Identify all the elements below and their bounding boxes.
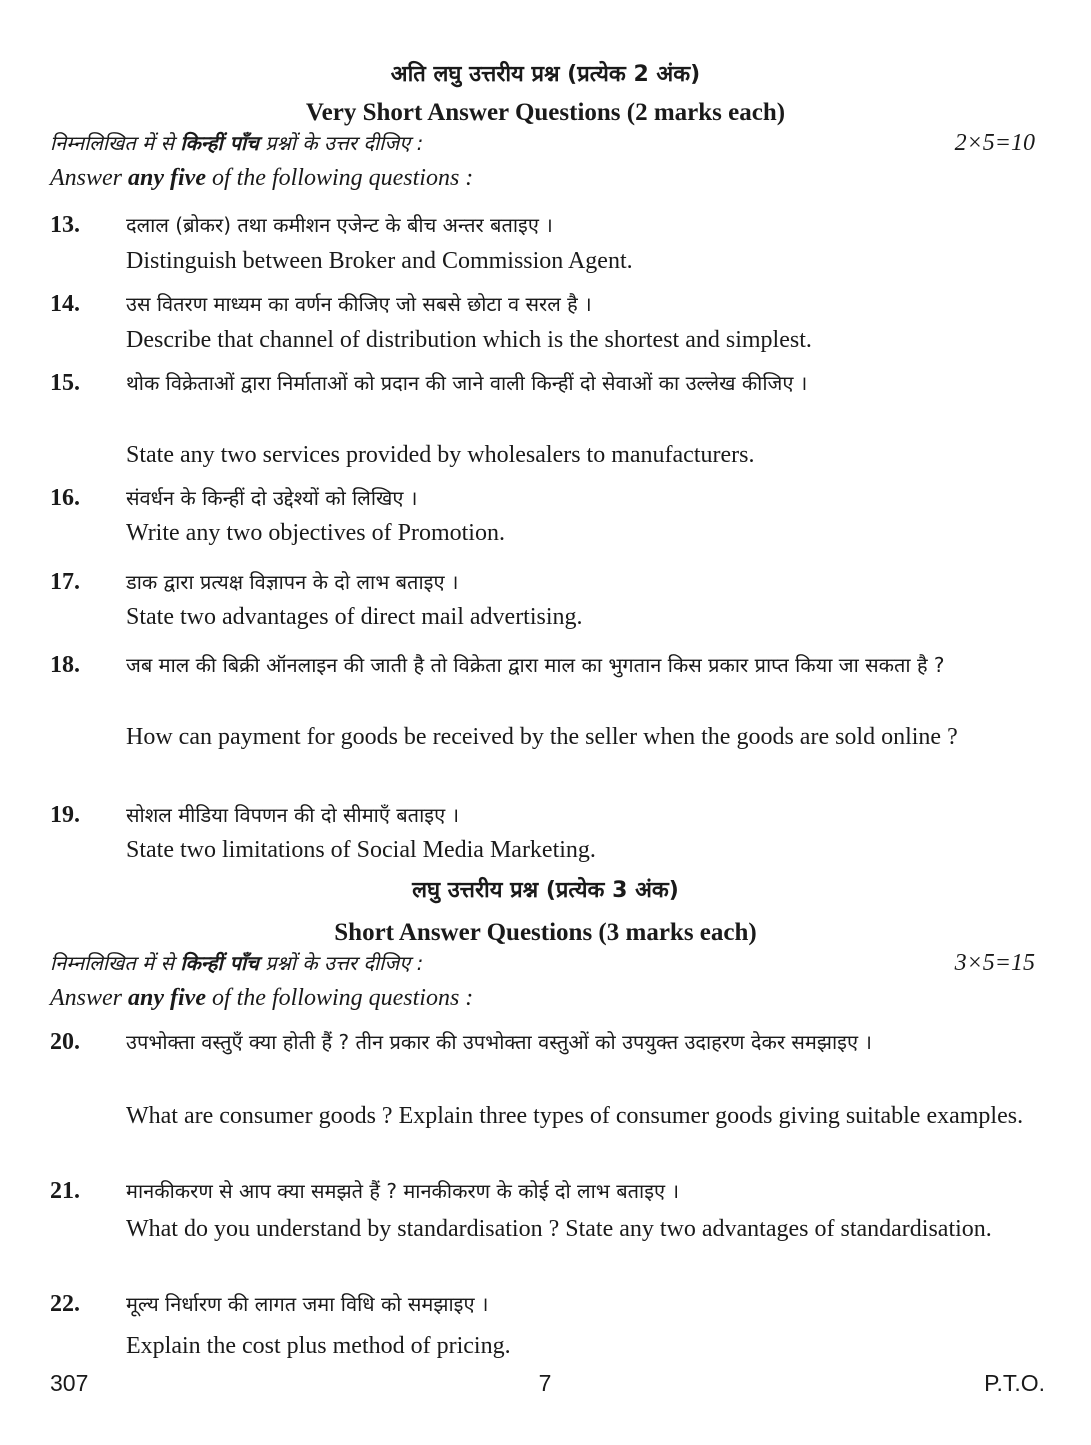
question-text-english: State any two services provided by wholesalers to manufacturers. bbox=[126, 442, 755, 468]
section-b-title-english: Short Answer Questions (3 marks each) bbox=[334, 919, 757, 946]
question-text-hindi: दलाल (ब्रोकर) तथा कमीशन एजेन्ट के बीच अन्तर बताइए । bbox=[126, 213, 553, 237]
question-number: 19. bbox=[50, 802, 80, 828]
question-number: 20. bbox=[50, 1029, 80, 1055]
question-text-english: What are consumer goods ? Explain three types of consumer goods giving suitable examples. bbox=[126, 1103, 1024, 1129]
question-text-english: How can payment for goods be received by the seller when the goods are sold online ? bbox=[126, 724, 958, 750]
question-text-hindi: सोशल मीडिया विपणन की दो सीमाएँ बताइए । bbox=[126, 803, 460, 827]
section-b-title-hindi: लघु उत्तरीय प्रश्न (प्रत्येक 3 अंक) bbox=[412, 878, 679, 903]
section-b-instruction-english: Answer any five of the following questions : bbox=[50, 985, 474, 1011]
question-text-hindi: मानकीकरण से आप क्या समझते हैं ? मानकीकरण के कोई दो लाभ बताइए । bbox=[126, 1179, 680, 1203]
question-text-english: Explain the cost plus method of pricing. bbox=[126, 1333, 511, 1359]
question-number: 18. bbox=[50, 652, 80, 678]
question-number: 14. bbox=[50, 291, 80, 317]
question-text-hindi: उपभोक्ता वस्तुएँ क्या होती हैं ? तीन प्रकार की उपभोक्ता वस्तुओं को उपयुक्त उदाहरण देकर समझाइए । bbox=[126, 1030, 872, 1054]
pto-label: P.T.O. bbox=[984, 1370, 1045, 1396]
question-number: 16. bbox=[50, 485, 80, 511]
question-text-english: Describe that channel of distribution which is the shortest and simplest. bbox=[126, 327, 812, 353]
question-text-english: State two advantages of direct mail advertising. bbox=[126, 604, 583, 630]
question-text-english: Distinguish between Broker and Commission Agent. bbox=[126, 248, 633, 274]
question-text-hindi: डाक द्वारा प्रत्यक्ष विज्ञापन के दो लाभ बताइए । bbox=[126, 570, 459, 594]
section-a-instruction-english: Answer any five of the following questions : bbox=[50, 165, 474, 191]
section-b-instruction-hindi: निम्नलिखित में से किन्हीं पाँच प्रश्नों के उत्तर दीजिए : bbox=[50, 951, 424, 975]
section-a-title-english: Very Short Answer Questions (2 marks each) bbox=[305, 99, 786, 126]
section-a-instruction-hindi: निम्नलिखित में से किन्हीं पाँच प्रश्नों के उत्तर दीजिए : bbox=[50, 131, 424, 155]
question-text-hindi: मूल्य निर्धारण की लागत जमा विधि को समझाइए । bbox=[126, 1292, 489, 1316]
page-number: 7 bbox=[538, 1370, 552, 1396]
question-number: 21. bbox=[50, 1178, 80, 1204]
question-text-hindi: थोक विक्रेताओं द्वारा निर्माताओं को प्रदान की जाने वाली किन्हीं दो सेवाओं का उल्लेख कीजिए । bbox=[126, 371, 808, 395]
question-number: 15. bbox=[50, 370, 80, 396]
section-b-marks: 3×5=15 bbox=[954, 950, 1035, 976]
question-text-english: State two limitations of Social Media Marketing. bbox=[126, 837, 596, 863]
question-text-hindi: संवर्धन के किन्हीं दो उद्देश्यों को लिखिए । bbox=[126, 486, 418, 510]
question-text-hindi: जब माल की बिक्री ऑनलाइन की जाती है तो विक्रेता द्वारा माल का भुगतान किस प्रकार प्राप्त किया जा सकता है ? bbox=[126, 653, 945, 677]
question-number: 17. bbox=[50, 569, 80, 595]
question-text-english: Write any two objectives of Promotion. bbox=[126, 520, 505, 546]
question-text-hindi: उस वितरण माध्यम का वर्णन कीजिए जो सबसे छोटा व सरल है । bbox=[126, 292, 592, 316]
section-a-marks: 2×5=10 bbox=[954, 130, 1035, 156]
question-number: 22. bbox=[50, 1291, 80, 1317]
question-text-english: What do you understand by standardisation ? State any two advantages of standardisation. bbox=[126, 1216, 992, 1242]
paper-code: 307 bbox=[50, 1370, 89, 1396]
question-number: 13. bbox=[50, 212, 80, 238]
section-a-title-hindi: अति लघु उत्तरीय प्रश्न (प्रत्येक 2 अंक) bbox=[390, 62, 701, 87]
